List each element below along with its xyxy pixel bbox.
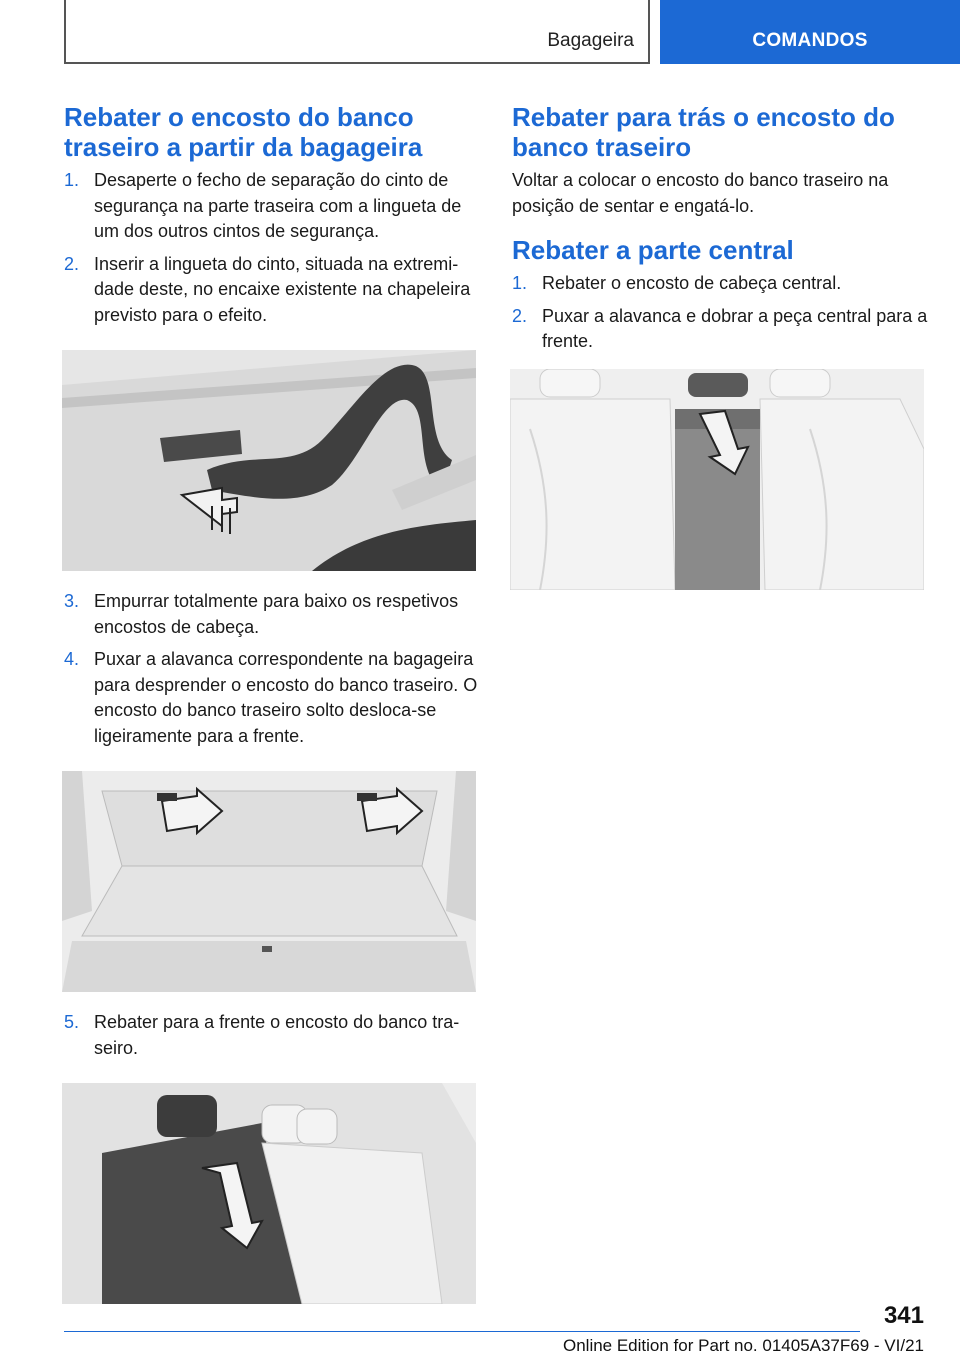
right-steps-list [512, 271, 928, 355]
right-paragraph: Voltar a colocar o encosto do banco traseiro na posição de sentar e engatá-lo. [512, 170, 889, 216]
step-number: 3. [64, 591, 80, 611]
step-text: Inserir a lingueta do cinto, situada na extremidade deste, no encaixe existente na chapeleira previsto para o efeito. [94, 253, 471, 325]
list-item [64, 647, 480, 749]
right-column [512, 102, 928, 608]
page-number: 341 [883, 1302, 924, 1329]
figure-parcel-shelf-belt [62, 350, 476, 571]
step-text: Empurrar totalmente para baixo os respetivos encostos de cabeça. [94, 591, 459, 637]
left-steps-list-c [64, 1010, 480, 1061]
step-text: Puxar a alavanca e dobrar a peça central para a frente. [542, 305, 928, 351]
left-steps-list-a [64, 168, 480, 328]
footer-edition: Online Edition for Part no. 01405A37F69 - VI/21 [562, 1336, 924, 1355]
step-number: 2. [64, 253, 80, 274]
header-chapter-label: COMANDOS [752, 30, 868, 51]
left-column [64, 102, 480, 1322]
step-text: Puxar a alavanca correspondente na bagageira para desprender o encosto do banco traseiro. O encosto do banco traseiro solto desloca-se ligeiramente para a frente. [94, 649, 478, 746]
left-section-title: Rebater o encosto do banco traseiro a partir da bagageira [64, 102, 423, 162]
step-text: Desaperte o fecho de separação do cinto de segurança na parte traseira com a lingueta de um dos outros cintos de segurança. [94, 170, 462, 241]
step-number: 2. [512, 305, 528, 326]
list-item [512, 304, 928, 355]
header-section-box [64, 0, 650, 64]
step-number: 1. [512, 273, 528, 293]
list-item [512, 271, 928, 297]
footer-divider [64, 1331, 860, 1332]
left-steps-list-b [64, 589, 480, 749]
list-item [64, 168, 480, 245]
figure-center-section [510, 369, 924, 590]
step-number: 5. [64, 1012, 80, 1032]
step-number: 1. [64, 170, 80, 190]
right-section-title: Rebater para trás o encosto do banco traseiro [512, 102, 895, 162]
figure-fold-backrest [62, 1083, 476, 1304]
header-section-label: Bagageira [547, 30, 634, 51]
list-item [64, 589, 480, 640]
step-text: Rebater o encosto de cabeça central. [542, 273, 842, 293]
step-text: Rebater para a frente o encosto do banco traseiro. [94, 1012, 460, 1058]
list-item [64, 1010, 480, 1061]
step-number: 4. [64, 649, 80, 669]
figure-trunk-release-levers [62, 771, 476, 992]
right-subtitle: Rebater a parte central [512, 235, 794, 265]
list-item [64, 252, 480, 329]
header-chapter-tab[interactable] [660, 0, 960, 64]
